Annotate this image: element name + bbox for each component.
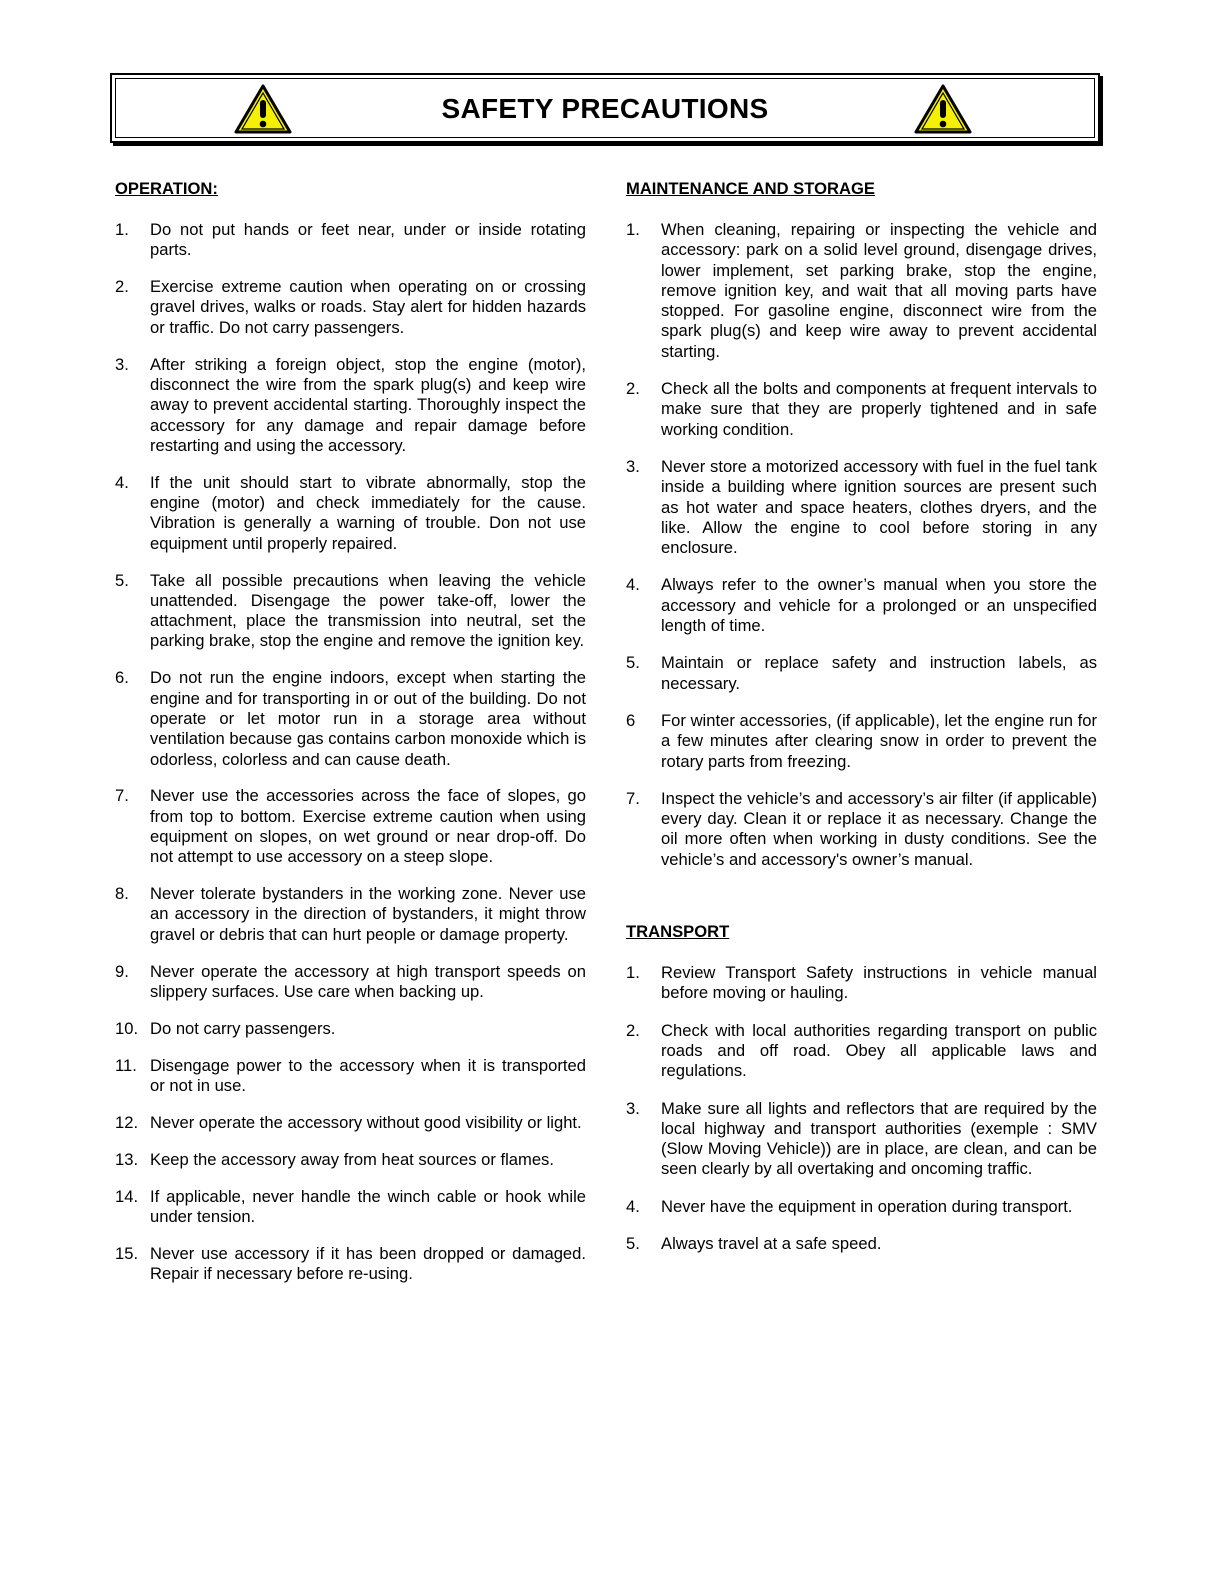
list-item <box>626 1234 1097 1254</box>
item-number: 4. <box>626 1196 640 1216</box>
list-item <box>626 789 1097 870</box>
list-item <box>626 1021 1097 1082</box>
item-text: Take all possible precautions when leaving the vehicle unattended. Disengage the power take-off, lower the attachment, place the transmission into neutral, set the parking brake, stop the engine and remove the ignition key. <box>150 570 586 651</box>
item-text: Never use the accessories across the face of slopes, go from top to bottom. Exercise extreme caution when using equipment on slopes, on wet ground or near drop-off. Do not attempt to use accessory on a steep slope. <box>150 786 586 867</box>
item-number: 5. <box>115 570 129 590</box>
item-text: Always refer to the owner’s manual when you store the accessory and vehicle for a prolonged or an unspecified length of time. <box>661 575 1097 636</box>
list-item <box>115 1244 586 1285</box>
item-text: When cleaning, repairing or inspecting the vehicle and accessory: park on a solid level ground, disengage drives, lower implement, set parking brake, stop the engine, remove ignition key, and wait that all moving parts have stopped. For gasoline engine, disconnect wire from the spark plug(s) and keep wire away to prevent accidental starting. <box>661 220 1097 361</box>
list-item <box>626 1197 1097 1217</box>
item-text: If the unit should start to vibrate abnormally, stop the engine (motor) and check immediately for the cause. Vibration is generally a warning of trouble. Don not use equipment until properly repaired. <box>150 472 586 553</box>
operation-heading: OPERATION: <box>115 179 218 198</box>
item-number: 5. <box>626 1233 640 1253</box>
item-text: Exercise extreme caution when operating on or crossing gravel drives, walks or roads. Stay alert for hidden hazards or traffic. Do not carry passengers. <box>150 277 586 337</box>
item-number: 6 <box>626 710 636 730</box>
maintenance-heading: MAINTENANCE AND STORAGE <box>626 179 875 198</box>
item-text: Never operate the accessory at high transport speeds on slippery surfaces. Use care when backing up. <box>150 961 586 1001</box>
item-number: 6. <box>115 668 129 688</box>
item-number: 2. <box>626 1020 640 1040</box>
list-item <box>626 1099 1097 1180</box>
list-item <box>115 884 586 945</box>
item-number: 8. <box>115 884 129 904</box>
item-text: Do not put hands or feet near, under or inside rotating parts. <box>150 220 586 260</box>
item-number: 10. <box>115 1018 139 1038</box>
item-text: Always travel at a safe speed. <box>661 1233 882 1253</box>
list-item <box>626 220 1097 362</box>
item-text: Review Transport Safety instructions in vehicle manual before moving or hauling. <box>661 963 1097 1003</box>
list-item <box>115 962 586 1003</box>
list-item <box>115 1019 586 1039</box>
item-number: 2. <box>115 277 129 297</box>
item-number: 4. <box>115 472 129 492</box>
list-item <box>626 711 1097 772</box>
item-text: Maintain or replace safety and instruction labels, as necessary. <box>661 653 1097 693</box>
item-text: Do not run the engine indoors, except when starting the engine and for transporting in or out of the building. Do not operate or let motor run in a storage area without ventilation because gas contains carbon monoxide which is odorless, colorless and can cause death. <box>150 668 586 769</box>
list-item <box>115 1113 586 1133</box>
item-text: Disengage power to the accessory when it is transported or not in use. <box>150 1055 586 1096</box>
operation-column <box>115 178 586 1301</box>
item-text: Never have the equipment in operation during transport. <box>661 1196 1073 1216</box>
item-text: Never operate the accessory without good visibility or light. <box>150 1112 582 1132</box>
right-column <box>626 178 1097 1271</box>
item-number: 11. <box>115 1055 137 1075</box>
item-number: 1. <box>115 220 129 239</box>
item-number: 3. <box>626 456 640 476</box>
item-number: 3. <box>626 1098 640 1118</box>
item-text: Do not carry passengers. <box>150 1018 336 1038</box>
item-number: 3. <box>115 354 129 374</box>
list-item <box>115 355 586 456</box>
item-text: Make sure all lights and reflectors that are required by the local highway and transport authorities (exemple : SMV (Slow Moving Vehicle)) are in place, are clean, and can be seen clearly by all overtaking and oncoming traffic. <box>661 1098 1097 1179</box>
maintenance-list <box>626 220 1097 870</box>
list-item <box>115 473 586 554</box>
list-item <box>115 1056 586 1097</box>
page-title: SAFETY PRECAUTIONS <box>441 93 769 124</box>
item-text: For winter accessories, (if applicable), let the engine run for a few minutes after clearing snow in order to prevent the rotary parts from freezing. <box>661 710 1097 771</box>
transport-heading: TRANSPORT <box>626 922 730 942</box>
list-item <box>626 653 1097 694</box>
header-box <box>110 73 1100 143</box>
list-item <box>115 277 586 338</box>
list-item <box>626 457 1097 558</box>
warning-triangle-icon <box>914 84 972 134</box>
transport-list <box>626 963 1097 1254</box>
item-number: 7. <box>626 788 640 808</box>
item-text: Check all the bolts and components at frequent intervals to make sure that they are properly tightened and in safe working condition. <box>661 379 1097 439</box>
list-item <box>115 1150 586 1170</box>
item-number: 7. <box>115 786 129 806</box>
item-number: 14. <box>115 1186 139 1206</box>
operation-list <box>115 220 586 1284</box>
list-item <box>626 575 1097 636</box>
item-number: 9. <box>115 961 129 981</box>
item-text: Never tolerate bystanders in the working zone. Never use an accessory in the direction of bystanders, it might throw gravel or debris that can hurt people or damage property. <box>150 884 586 944</box>
list-item <box>626 963 1097 1004</box>
item-number: 4. <box>626 575 640 595</box>
list-item <box>115 1187 586 1228</box>
item-number: 13. <box>115 1149 139 1169</box>
item-text: Check with local authorities regarding transport on public roads and off road. Obey all applicable laws and regulations. <box>661 1020 1097 1081</box>
item-text: Never use accessory if it has been dropped or damaged. Repair if necessary before re-using. <box>150 1243 586 1284</box>
list-item <box>115 668 586 769</box>
item-number: 12. <box>115 1112 139 1132</box>
list-item <box>115 220 586 261</box>
item-text: If applicable, never handle the winch cable or hook while under tension. <box>150 1186 586 1226</box>
item-number: 5. <box>626 653 640 673</box>
item-text: Never store a motorized accessory with fuel in the fuel tank inside a building where ignition sources are present such as hot water and space heaters, clothes dryers, and the like. Allow the engine to cool before storing in any enclosure. <box>661 456 1097 558</box>
list-item <box>626 379 1097 440</box>
item-number: 15. <box>115 1243 139 1263</box>
item-number: 1. <box>626 220 640 239</box>
item-text: Keep the accessory away from heat sources or flames. <box>150 1149 554 1169</box>
list-item <box>115 571 586 652</box>
list-item <box>115 786 586 867</box>
item-text: Inspect the vehicle’s and accessory’s air filter (if applicable) every day. Clean it or replace it as necessary. Change the oil more often when working in dusty conditions. See the vehicle’s and accessory's owner’s manual. <box>661 788 1097 869</box>
item-number: 1. <box>626 963 640 983</box>
item-text: After striking a foreign object, stop the engine (motor), disconnect the wire from the spark plug(s) and keep wire away to prevent accidental starting. Thoroughly inspect the accessory for any damage and repair damage before restarting and using the accessory. <box>150 354 586 455</box>
item-number: 2. <box>626 379 640 399</box>
